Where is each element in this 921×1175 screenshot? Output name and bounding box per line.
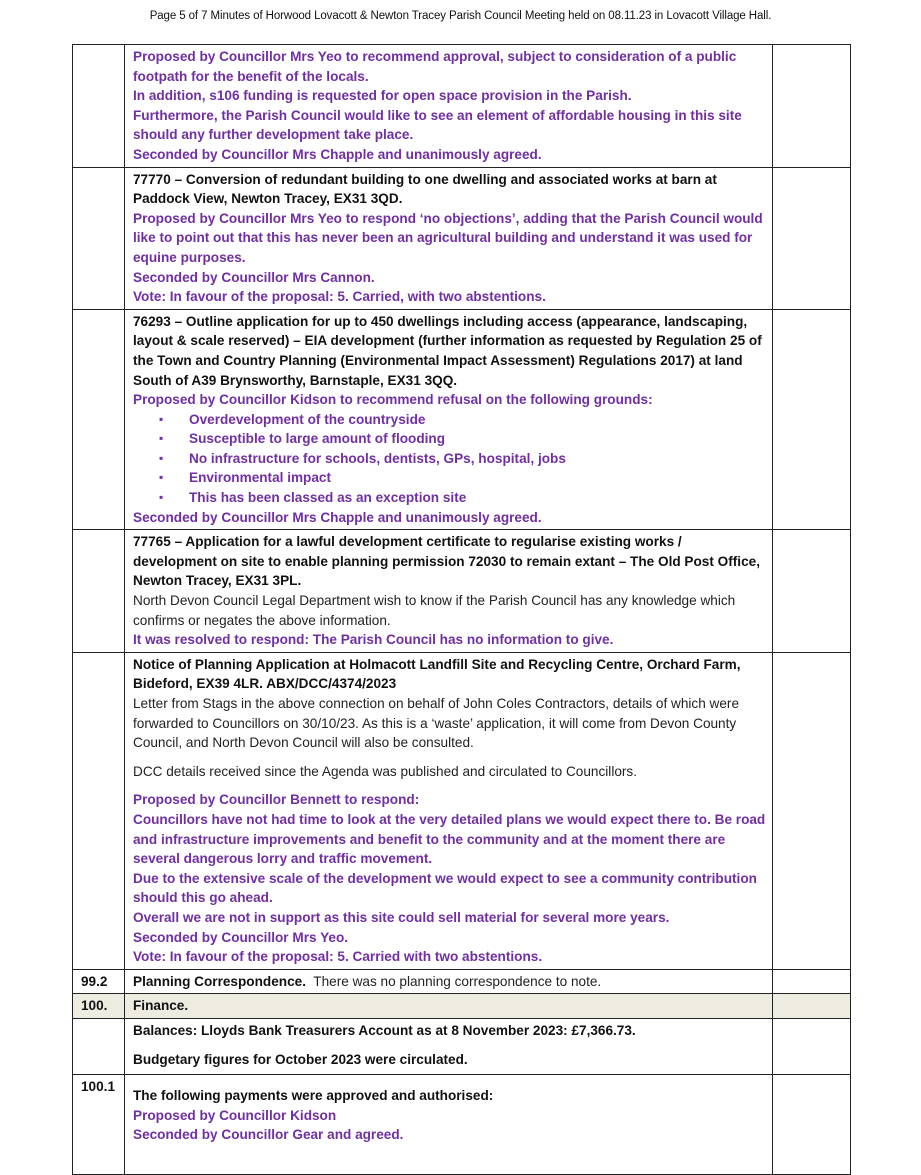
action-cell	[773, 994, 851, 1019]
action-cell	[773, 45, 851, 168]
proposal-text: Proposed by Councillor Bennett to respond:	[133, 792, 420, 808]
item-number: 100.	[73, 994, 125, 1019]
proposal-text: Proposed by Councillor Mrs Yeo to respond ‘no objections’, adding that the Parish Council would like to point out that this has never been an agricultural building and understand it was used for equine purposes.	[133, 210, 763, 265]
balances-text: Balances: Lloyds Bank Treasurers Account as at 8 November 2023: £7,366.73.	[133, 1022, 636, 1038]
note-text: DCC details received since the Agenda was published and circulated to Councillors.	[133, 763, 638, 779]
note-text: North Devon Council Legal Department wish to know if the Parish Council has any knowledge which confirms or negates the above information.	[133, 593, 736, 628]
item-content	[125, 652, 773, 969]
proposal-text: Councillors have not had time to look at the very detailed plans we would expect there to. Be road and infrastructure improvements and benefit to the community and at the moment there are several dangerous lorry and traffic movement.	[133, 811, 766, 867]
seconded-text: Seconded by Councillor Mrs Cannon.	[133, 269, 375, 285]
proposal-text: Overall we are not in support as this site could sell material for several more years.	[133, 909, 670, 925]
action-cell	[773, 969, 851, 994]
item-content	[125, 45, 773, 168]
action-cell	[773, 530, 851, 653]
table-row	[73, 1074, 851, 1174]
item-number	[73, 1018, 125, 1074]
seconded-text: Seconded by Councillor Mrs Chapple and unanimously agreed.	[133, 146, 542, 162]
item-number	[73, 167, 125, 309]
list-item: ▪ Overdevelopment of the countryside	[159, 410, 766, 430]
item-number: 100.1	[73, 1074, 125, 1174]
item-number	[73, 45, 125, 168]
item-content	[125, 309, 773, 530]
table-row	[73, 652, 851, 969]
item-title: Planning Correspondence.	[133, 973, 306, 989]
proposal-text: Furthermore, the Parish Council would like to see an element of affordable housing in this site should any further development take place.	[133, 107, 742, 143]
action-cell	[773, 167, 851, 309]
action-cell	[773, 1074, 851, 1174]
proposal-text: Proposed by Councillor Mrs Yeo to recommend approval, subject to consideration of a public footpath for the benefit of the locals.	[133, 49, 737, 84]
item-content	[125, 1018, 773, 1074]
action-cell	[773, 309, 851, 530]
table-row	[73, 969, 851, 994]
proposal-text: Proposed by Councillor Kidson	[133, 1107, 337, 1123]
seconded-text: Seconded by Councillor Gear and agreed.	[133, 1127, 404, 1143]
table-row	[73, 530, 851, 653]
table-row	[73, 309, 851, 530]
application-heading: 77770 – Conversion of redundant building to one dwelling and associated works at barn at Paddock View, Newton Tracey, EX31 3QD.	[133, 171, 717, 207]
proposal-text: In addition, s106 funding is requested for open space provision in the Parish.	[133, 88, 632, 104]
payments-text: The following payments were approved and authorised:	[133, 1087, 494, 1103]
list-item: ▪ This has been classed as an exception site	[159, 488, 766, 508]
application-heading: 76293 – Outline application for up to 450 dwellings including access (appearance, landscaping, layout & scale reserved) – EIA development (further information as requested by Regulation 25 of the Town and Country Planning (Environmental Impact Assessment) Regulations 2017) at land South of A39 Brynsworthy, Barnstaple, EX31 3QQ.	[133, 313, 762, 388]
resolution-text: It was resolved to respond: The Parish Council has no information to give.	[133, 632, 614, 648]
item-title: Finance.	[133, 998, 189, 1014]
list-item: ▪ No infrastructure for schools, dentists, GPs, hospital, jobs	[159, 449, 766, 469]
seconded-text: Seconded by Councillor Mrs Chapple and unanimously agreed.	[133, 509, 542, 525]
list-item: ▪ Environmental impact	[159, 468, 766, 488]
budget-text: Budgetary figures for October 2023 were circulated.	[133, 1051, 468, 1067]
item-number	[73, 309, 125, 530]
vote-text: Vote: In favour of the proposal: 5. Carried with two abstentions.	[133, 949, 543, 965]
page-header: Page 5 of 7 Minutes of Horwood Lovacott & Newton Tracey Parish Council Meeting held on 08.11.23 in Lovacott Village Hall.	[149, 10, 772, 22]
action-cell	[773, 1018, 851, 1074]
proposal-text: Proposed by Councillor Kidson to recommend refusal on the following grounds:	[133, 392, 653, 408]
item-number	[73, 530, 125, 653]
list-item: ▪ Susceptible to large amount of flooding	[159, 429, 766, 449]
proposal-text: Due to the extensive scale of the development we would expect to see a community contribution should this go ahead.	[133, 870, 757, 906]
note-text: Letter from Stags in the above connection on behalf of John Coles Contractors, details of which were forwarded to Councillors on 30/10/23. As this is a ‘waste’ application, it will come from Devon County Council, and North Devon Council will also be consulted.	[133, 696, 740, 751]
item-content	[125, 167, 773, 309]
item-number	[73, 652, 125, 969]
grounds-list	[133, 410, 766, 508]
item-number: 99.2	[73, 969, 125, 994]
item-content	[125, 969, 773, 994]
table-row	[73, 994, 851, 1019]
table-row	[73, 1018, 851, 1074]
minutes-table	[72, 44, 851, 1175]
application-heading: 77765 – Application for a lawful development certificate to regularise existing works / development on site to enable planning permission 72030 to remain extant – The Old Post Office, Newton Tracey, EX31 3PL.	[133, 534, 760, 589]
item-content	[125, 994, 773, 1019]
seconded-text: Seconded by Councillor Mrs Yeo.	[133, 929, 349, 945]
application-heading: Notice of Planning Application at Holmacott Landfill Site and Recycling Centre, Orchard Farm, Bideford, EX39 4LR. ABX/DCC/4374/2023	[133, 656, 741, 692]
table-row	[73, 45, 851, 168]
action-cell	[773, 652, 851, 969]
item-content	[125, 530, 773, 653]
item-content	[125, 1074, 773, 1174]
table-row	[73, 167, 851, 309]
vote-text: Vote: In favour of the proposal: 5. Carried, with two abstentions.	[133, 289, 546, 305]
item-text: There was no planning correspondence to note.	[313, 973, 602, 989]
